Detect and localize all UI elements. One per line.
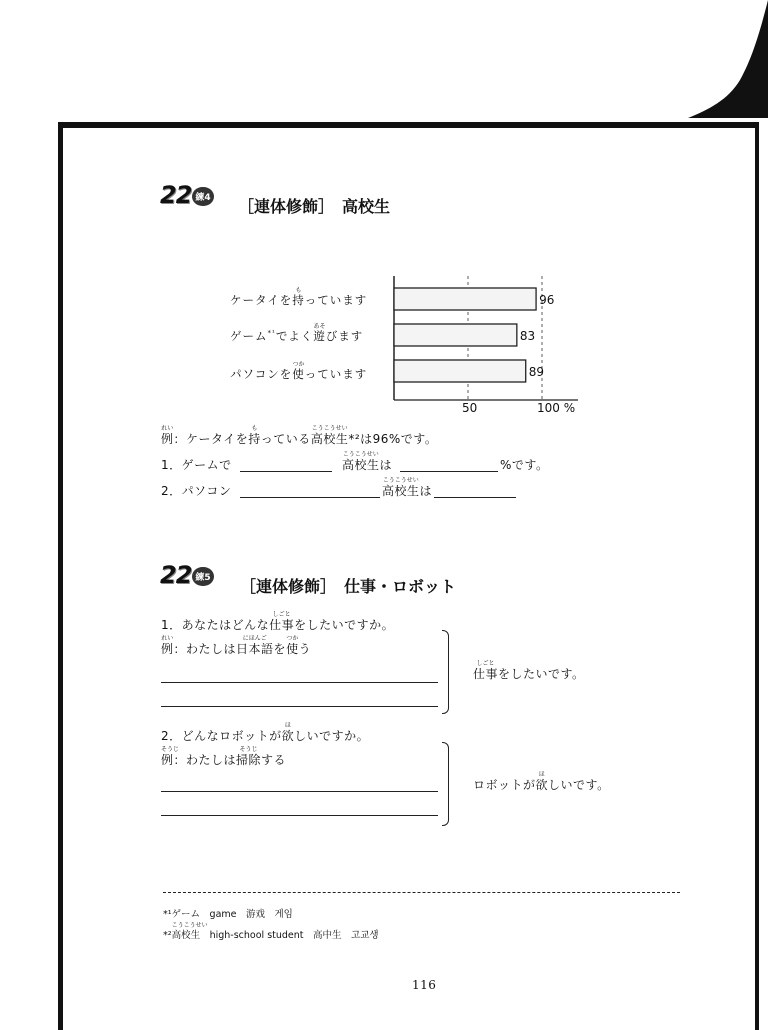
chart-label-game: ゲーム$^{*^1}$でよく遊 あそ びます bbox=[230, 323, 364, 343]
x-tick-50: 50 bbox=[462, 401, 478, 415]
question-1-prefix: 1．ゲームで bbox=[161, 458, 232, 472]
footnote-1: *¹ゲーム game 游戏 게임 bbox=[163, 909, 293, 920]
bar-value-label-2: 89 bbox=[528, 365, 545, 379]
answer-blank-1a[interactable] bbox=[240, 471, 332, 472]
answer-blank-2b[interactable] bbox=[434, 497, 516, 498]
bar-1 bbox=[394, 324, 517, 346]
question-2-mid: 高校生 こうこうせい は bbox=[382, 477, 433, 498]
footnote-2: *²高校生 こうこうせい high-school student 高中生 고교생 bbox=[163, 922, 379, 941]
exercise-badge-2: 22 練5 bbox=[160, 561, 214, 589]
s2-q1-blank-1[interactable] bbox=[161, 682, 438, 683]
s2-q1-answer-suffix: 仕事 しごと をしたいです。 bbox=[473, 660, 585, 681]
s2-q1-brace bbox=[442, 630, 449, 714]
s2-example-1: 例 れい ：わたしは日本語 にほんご を使 つか う bbox=[161, 635, 312, 656]
page-curl-shadow bbox=[688, 0, 768, 118]
bar-value-label-1: 83 bbox=[519, 329, 536, 343]
section1-title: ［連体修飾］ 高校生 bbox=[238, 197, 391, 216]
question-2-prefix: 2．パソコン bbox=[161, 484, 232, 498]
chart-label-phone: ケータイを持 も っています bbox=[230, 287, 368, 307]
bar-0 bbox=[394, 288, 536, 310]
bar-value-label-0: 96 bbox=[539, 293, 555, 307]
chart-label-pc: パソコンを使 つか っています bbox=[230, 361, 368, 381]
footnote-divider bbox=[163, 892, 680, 893]
s2-q1-blank-2[interactable] bbox=[161, 706, 438, 707]
s2-q2-blank-2[interactable] bbox=[161, 815, 438, 816]
s2-question-2: 2．どんなロボットが欲 ほ しいですか。 bbox=[161, 722, 370, 743]
s2-question-1: 1．あなたはどんな仕事 しごと をしたいですか。 bbox=[161, 611, 395, 632]
exercise-badge-1: 22 練4 bbox=[160, 181, 214, 209]
page-number: 116 bbox=[412, 978, 437, 992]
answer-blank-2a[interactable] bbox=[240, 497, 380, 498]
x-tick-100: 100 % bbox=[537, 401, 576, 415]
question-1-mid: 高校生 こうこうせい は bbox=[342, 451, 393, 472]
bar-2 bbox=[394, 360, 526, 382]
example-sentence: 例 れい ：ケータイを持 も っている高校生 こうこうせい *²は96%です。 bbox=[161, 425, 438, 446]
s2-q2-blank-1[interactable] bbox=[161, 791, 438, 792]
s2-q2-brace bbox=[442, 742, 449, 826]
answer-blank-1b[interactable] bbox=[400, 471, 498, 472]
question-1-end: %です。 bbox=[500, 458, 549, 472]
section2-title: ［連体修飾］ 仕事・ロボット bbox=[240, 577, 457, 596]
s2-example-2: 例 そうじ ：わたしは掃除 そうじ する bbox=[161, 746, 287, 767]
s2-q2-answer-suffix: ロボットが欲 ほ しいです。 bbox=[473, 771, 610, 792]
bar-chart bbox=[388, 272, 588, 412]
